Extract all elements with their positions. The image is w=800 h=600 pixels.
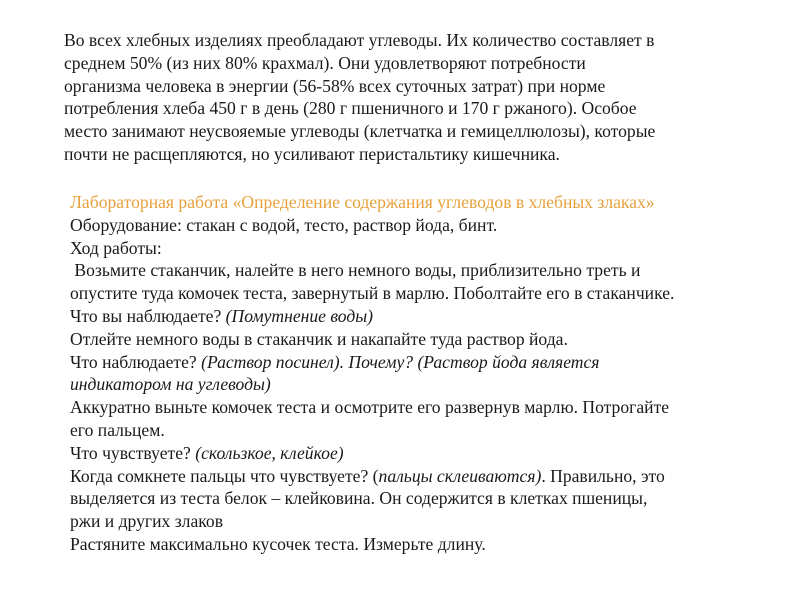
question-text: Что вы наблюдаете? (70, 305, 226, 326)
question-2 (70, 351, 770, 374)
intro-line: почти не расщепляются, но усиливают перистальтику кишечника. (64, 143, 560, 164)
lab-title: Лабораторная работа «Определение содержания углеводов в хлебных злаках» (70, 192, 655, 212)
step2-line: Отлейте немного воды в стаканчик и накапайте туда раствор йода. (70, 328, 568, 349)
intro-line: организма человека в энергии (56-58% всех суточных затрат) при норме (64, 75, 606, 96)
step3-line: его пальцем. (70, 419, 165, 440)
answer-text: (скользкое, клейкое) (195, 442, 344, 463)
question-text: Что наблюдаете? (70, 351, 202, 372)
answer-text: (Раствор посинел). Почему? (Раствор йода является (201, 351, 600, 372)
question-text: Что чувствуете? (70, 442, 196, 463)
intro-paragraph (64, 29, 764, 166)
question-4-line: ржи и других злаков (70, 511, 224, 532)
question-text: . Правильно, это (541, 465, 665, 486)
answer-text: индикатором на углеводы) (70, 374, 271, 395)
procedure-heading: Ход работы: (70, 237, 162, 258)
equipment-line: Оборудование: стакан с водой, тесто, раствор йода, бинт. (70, 214, 498, 235)
step4-line: Растяните максимально кусочек теста. Измерьте длину. (70, 533, 486, 554)
intro-line: потребления хлеба 450 г в день (280 г пшеничного и 170 г ржаного). Особое (64, 98, 637, 119)
step1-line: Возьмите стаканчик, налейте в него немного воды, приблизительно треть и (70, 260, 641, 281)
answer-text: (Помутнение воды) (225, 305, 374, 326)
intro-line: место занимают неусвояемые углеводы (клетчатка и гемицеллюлозы), которые (64, 121, 656, 142)
intro-line: Во всех хлебных изделиях преобладают углеводы. Их количество составляет в (64, 30, 655, 50)
intro-line: среднем 50% (из них 80% крахмал). Они удовлетворяют потребности (64, 52, 586, 73)
step1-line: опустите туда комочек теста, завернутый в марлю. Поболтайте его в стаканчике. (70, 283, 675, 304)
lab-work-section (70, 191, 770, 556)
question-1 (70, 305, 770, 328)
question-3 (70, 442, 770, 465)
question-4 (70, 465, 770, 488)
question-text: Когда сомкнете пальцы что чувствуете? ( (70, 465, 379, 486)
answer-text: пальцы склеиваются) (378, 465, 542, 486)
question-2-continued (70, 373, 770, 396)
step3-line: Аккуратно выньте комочек теста и осмотрите его развернув марлю. Потрогайте (70, 397, 670, 418)
question-4-line: выделяется из теста белок – клейковина. Он содержится в клетках пшеницы, (70, 488, 648, 509)
